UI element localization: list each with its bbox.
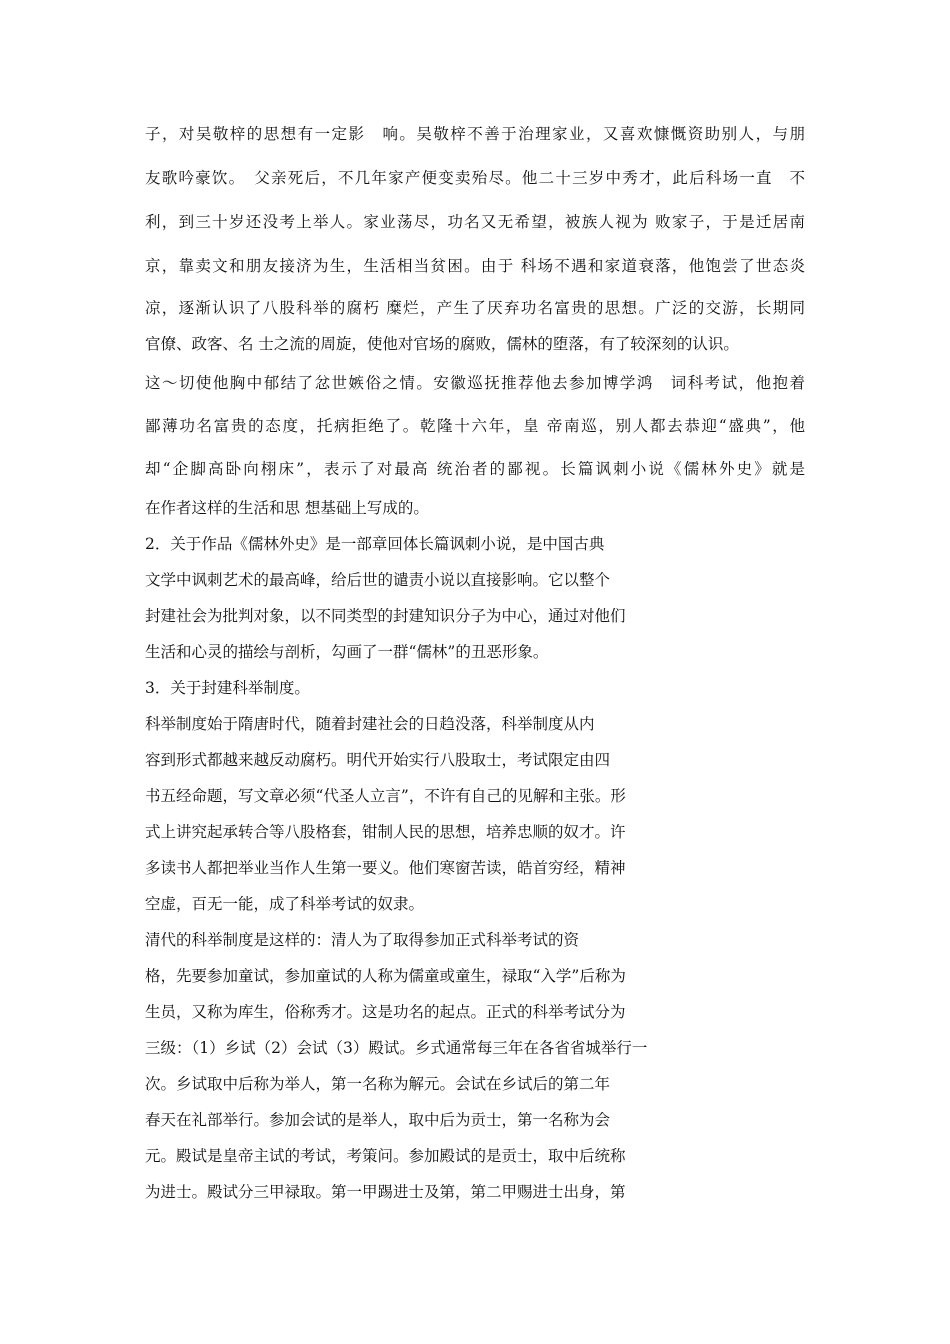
text-line: 封建社会为批判对象，以不同类型的封建知识分子为中心，通过对他们 (145, 607, 626, 625)
text-line: 清代的科举制度是这样的：清人为了取得参加正式科举考试的资 (145, 931, 580, 949)
text-line: 这～切使他胸中郁结了忿世嫉俗之情。安徽巡抚推荐他去参加博学鸿 词科考试，他抱着 (145, 374, 805, 392)
text-line: 在作者这样的生活和思 想基础上写成的。 (145, 499, 429, 517)
text-line: 子，对吴敬梓的思想有一定影 响。吴敬梓不善于治理家业，又喜欢慷慨资助别人，与朋 (145, 125, 805, 143)
text-line: 式上讲究起承转合等八股格套，钳制人民的思想，培养忠顺的奴才。许 (145, 823, 626, 841)
text-line: 春天在礼部举行。参加会试的是举人，取中后为贡士，第一名称为会 (145, 1111, 611, 1129)
text-line: 凉，逐渐认识了八股科举的腐朽 糜烂，产生了厌弃功名富贵的思想。广泛的交游，长期同 (145, 299, 805, 317)
text-line: 文学中讽刺艺术的最高峰，给后世的谴责小说以直接影响。它以整个 (145, 571, 611, 589)
text-line: 书五经命题，写文章必须“代圣人立言”，不许有自己的见解和主张。形 (145, 787, 626, 805)
section-heading: 2．关于作品《儒林外史》是一部章回体长篇讽刺小说，是中国古典 (145, 535, 605, 553)
text-line: 三级：（1）乡试（2）会试（3）殿试。乡式通常每三年在各省省城举行一 (145, 1039, 648, 1057)
text-line: 次。乡试取中后称为举人，第一名称为解元。会试在乡试后的第二年 (145, 1075, 611, 1093)
text-line: 生员，又称为库生，俗称秀才。这是功名的起点。正式的科举考试分为 (145, 1003, 626, 1021)
text-line: 友歌吟豪饮。 父亲死后，不几年家产便变卖殆尽。他二十三岁中秀才，此后科场一直 不 (145, 169, 805, 187)
text-line: 利，到三十岁还没考上举人。家业荡尽，功名又无希望，被族人视为 败家子，于是迁居南 (145, 213, 805, 231)
text-line: 科举制度始于隋唐时代，随着封建社会的日趋没落，科举制度从内 (145, 715, 595, 733)
text-line: 元。殿试是皇帝主试的考试，考策问。参加殿试的是贡士，取中后统称 (145, 1147, 626, 1165)
text-line: 生活和心灵的描绘与剖析，勾画了一群“儒林”的丑恶形象。 (145, 643, 549, 661)
section-heading: 3．关于封建科举制度。 (145, 679, 310, 697)
text-line: 京，靠卖文和朋友接济为生，生活相当贫困。由于 科场不遇和家道衰落，他饱尝了世态炎 (145, 257, 805, 275)
text-line: 为进士。殿试分三甲禄取。第一甲踢进士及第，第二甲赐进士出身，第 (145, 1183, 626, 1201)
text-line: 却“企脚高卧向栩床”，表示了对最高 统治者的鄙视。长篇讽刺小说《儒林外史》就是 (145, 460, 805, 478)
text-line: 容到形式都越来越反动腐朽。明代开始实行八股取士，考试限定由四 (145, 751, 611, 769)
text-line: 空虚，百无一能，成了科举考试的奴隶。 (145, 895, 425, 913)
text-line: 格，先要参加童试，参加童试的人称为儒童或童生，禄取“入学”后称为 (145, 967, 626, 985)
text-line: 多读书人都把举业当作人生第一要义。他们寒窗苦读，皓首穷经，精神 (145, 859, 626, 877)
text-line: 鄙薄功名富贵的态度，托病拒绝了。乾隆十六年，皇 帝南巡，别人都去恭迎“盛典”，他 (145, 417, 805, 435)
text-line: 官僚、政客、名 士之流的周旋，使他对官场的腐败，儒林的堕落，有了较深刻的认识。 (145, 335, 739, 353)
